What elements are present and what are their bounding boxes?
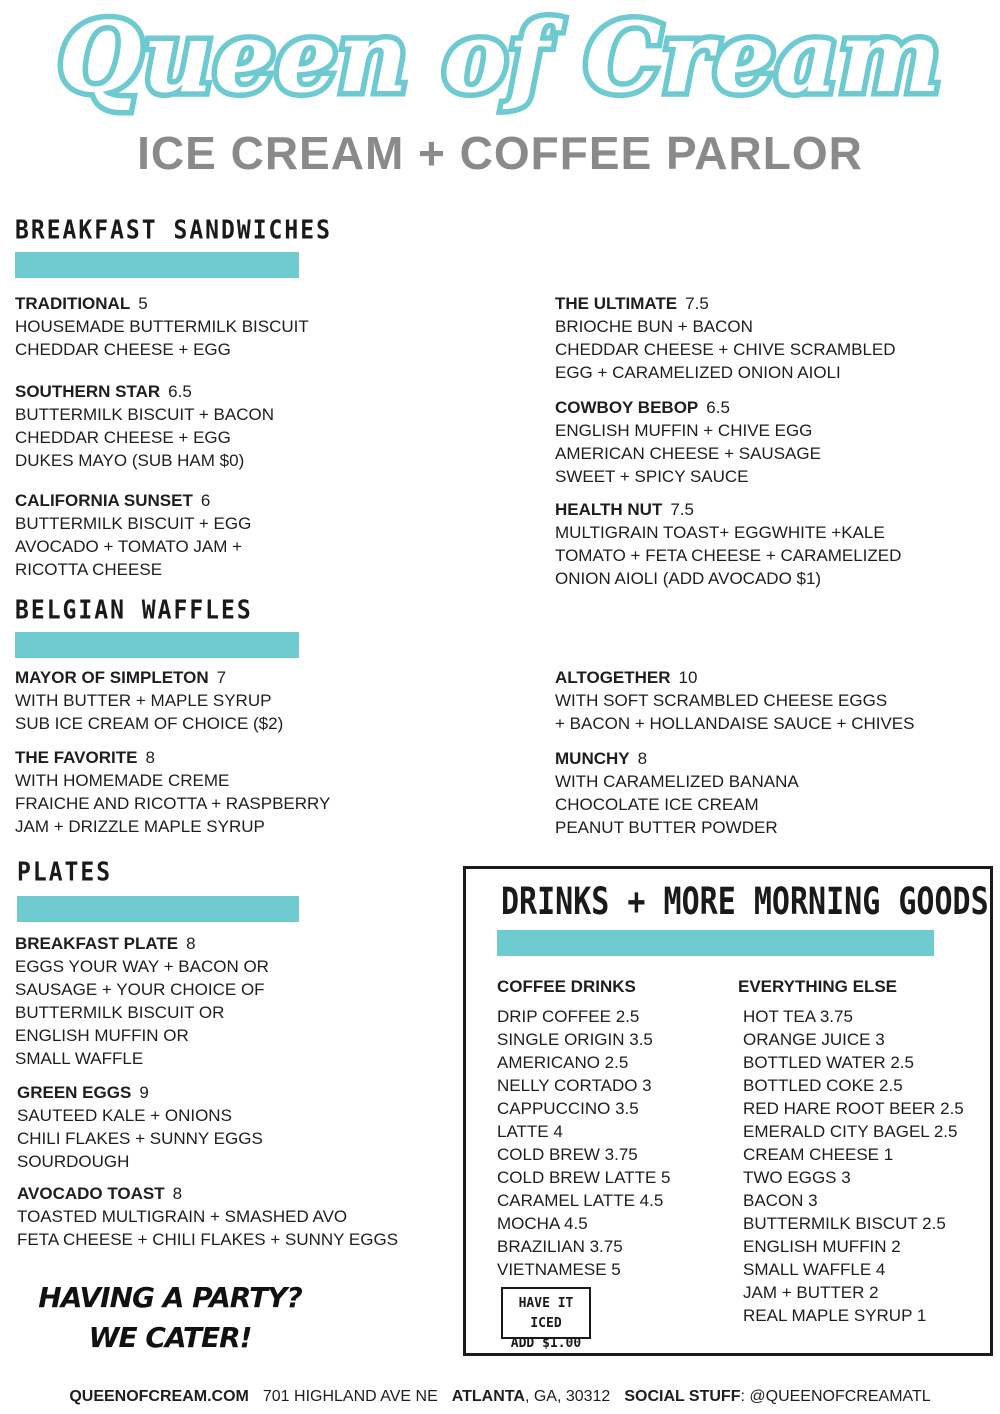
item-desc: CHEDDAR CHEESE + CHIVE SCRAMBLED xyxy=(555,340,896,359)
list-item: TWO EGGS 3 xyxy=(743,1168,851,1187)
catering-line: HAVING A PARTY? xyxy=(38,1281,302,1314)
item-desc: ONION AIOLI (ADD AVOCADO $1) xyxy=(555,569,822,588)
item-name: GREEN EGGS xyxy=(17,1083,132,1102)
menu-item xyxy=(555,396,821,488)
everything-else-heading: EVERYTHING ELSE xyxy=(738,977,898,996)
item-price: 10 xyxy=(678,668,698,687)
list-item: SINGLE ORIGIN 3.5 xyxy=(497,1030,653,1049)
list-item: DRIP COFFEE 2.5 xyxy=(497,1007,640,1026)
item-desc: WITH SOFT SCRAMBLED CHEESE EGGS xyxy=(555,691,888,710)
menu-item xyxy=(555,292,896,384)
everything-else-list xyxy=(743,1005,964,1327)
item-desc: EGG + CARAMELIZED ONION AIOLI xyxy=(555,363,841,382)
section-bar xyxy=(15,252,299,278)
list-item: VIETNAMESE 5 xyxy=(497,1260,621,1279)
item-name: SOUTHERN STAR xyxy=(15,382,161,401)
item-name: AVOCADO TOAST xyxy=(17,1184,165,1203)
item-price: 8 xyxy=(186,934,196,953)
item-price: 6 xyxy=(200,491,211,510)
item-desc: CHEDDAR CHEESE + EGG xyxy=(15,340,231,359)
footer-state-zip: , GA, 30312 xyxy=(524,1388,611,1405)
item-price: 7.5 xyxy=(685,294,709,313)
item-desc: PEANUT BUTTER POWDER xyxy=(555,818,778,837)
footer-social-handle[interactable]: : @QUEENOFCREAMATL xyxy=(740,1388,931,1405)
item-price: 8 xyxy=(145,748,155,767)
page-subtitle: ICE CREAM + COFFEE PARLOR xyxy=(137,127,863,179)
list-item: CREAM CHEESE 1 xyxy=(743,1145,894,1164)
item-desc: WITH CARAMELIZED BANANA xyxy=(555,772,799,791)
iced-line: ADD $1.00 xyxy=(510,1336,582,1351)
item-desc: BUTTERMILK BISCUIT OR xyxy=(15,1003,225,1022)
menu-item xyxy=(15,489,251,581)
item-desc: HOUSEMADE BUTTERMILK BISCUIT xyxy=(15,317,309,336)
item-desc: CHEDDAR CHEESE + EGG xyxy=(15,428,231,447)
item-price: 8 xyxy=(172,1184,183,1203)
section-title-breakfast-sandwiches: BREAKFAST SANDWICHES xyxy=(15,216,332,246)
list-item: LATTE 4 xyxy=(497,1122,563,1141)
item-name: CALIFORNIA SUNSET xyxy=(15,491,193,510)
catering-line: WE CATER! xyxy=(88,1321,252,1354)
item-price: 6.5 xyxy=(706,398,730,417)
item-desc: FRAICHE AND RICOTTA + RASPBERRY xyxy=(15,794,331,813)
list-item: COLD BREW LATTE 5 xyxy=(497,1168,671,1187)
item-desc: SMALL WAFFLE xyxy=(15,1049,144,1068)
menu-item xyxy=(17,1081,263,1173)
menu-item xyxy=(17,1182,398,1251)
item-desc: RICOTTA CHEESE xyxy=(15,560,163,579)
list-item: AMERICANO 2.5 xyxy=(497,1053,629,1072)
section-bar xyxy=(15,632,299,658)
item-desc: JAM + DRIZZLE MAPLE SYRUP xyxy=(15,817,265,836)
list-item: ENGLISH MUFFIN 2 xyxy=(743,1237,901,1256)
list-item: BACON 3 xyxy=(743,1191,818,1210)
item-name: HEALTH NUT xyxy=(555,500,663,519)
item-desc: CHILI FLAKES + SUNNY EGGS xyxy=(17,1129,263,1148)
footer xyxy=(0,1388,1000,1406)
item-desc: DUKES MAYO (SUB HAM $0) xyxy=(15,451,245,470)
item-desc: BUTTERMILK BISCUIT + EGG xyxy=(15,514,252,533)
item-desc: WITH HOMEMADE CREME xyxy=(15,771,230,790)
list-item: REAL MAPLE SYRUP 1 xyxy=(743,1306,927,1325)
list-item: EMERALD CITY BAGEL 2.5 xyxy=(743,1122,958,1141)
item-desc: SAUTEED KALE + ONIONS xyxy=(17,1106,232,1125)
item-price: 7 xyxy=(216,668,227,687)
list-item: RED HARE ROOT BEER 2.5 xyxy=(743,1099,964,1118)
item-price: 8 xyxy=(637,749,648,768)
menu-item xyxy=(555,747,799,839)
item-price: 6.5 xyxy=(168,382,192,401)
item-desc: ENGLISH MUFFIN + CHIVE EGG xyxy=(555,421,813,440)
iced-addon-badge xyxy=(501,1287,591,1351)
item-name: THE ULTIMATE xyxy=(555,294,678,313)
list-item: CARAMEL LATTE 4.5 xyxy=(497,1191,664,1210)
item-name: ALTOGETHER xyxy=(555,668,671,687)
item-desc: SWEET + SPICY SAUCE xyxy=(555,467,749,486)
list-item: COLD BREW 3.75 xyxy=(497,1145,638,1164)
section-bar xyxy=(17,896,299,922)
item-desc: WITH BUTTER + MAPLE SYRUP xyxy=(15,691,272,710)
menu-item xyxy=(15,380,274,472)
list-item: BRAZILIAN 3.75 xyxy=(497,1237,623,1256)
item-price: 7.5 xyxy=(670,500,694,519)
coffee-drinks-list xyxy=(497,1005,671,1281)
section-title-plates: PLATES xyxy=(17,858,113,888)
item-desc: AVOCADO + TOMATO JAM + xyxy=(15,537,243,556)
item-desc: EGGS YOUR WAY + BACON OR xyxy=(15,957,269,976)
item-name: MAYOR OF SIMPLETON xyxy=(15,668,209,687)
item-desc: SOURDOUGH xyxy=(17,1152,130,1171)
logo: Queen of Cream xyxy=(58,1,942,114)
item-name: MUNCHY xyxy=(555,749,630,768)
list-item: MOCHA 4.5 xyxy=(497,1214,588,1233)
iced-line: HAVE IT ICED xyxy=(518,1296,574,1331)
list-item: NELLY CORTADO 3 xyxy=(497,1076,652,1095)
footer-website[interactable]: QUEENOFCREAM.COM xyxy=(69,1388,249,1405)
item-price: 9 xyxy=(139,1083,149,1102)
list-item: BOTTLED COKE 2.5 xyxy=(743,1076,903,1095)
coffee-drinks-heading: COFFEE DRINKS xyxy=(497,977,636,996)
menu-item xyxy=(15,932,269,1070)
list-item: SMALL WAFFLE 4 xyxy=(743,1260,886,1279)
item-desc: BUTTERMILK BISCUIT + BACON xyxy=(15,405,274,424)
menu-item xyxy=(15,666,283,735)
item-name: THE FAVORITE xyxy=(15,748,138,767)
footer-city: ATLANTA xyxy=(451,1388,525,1405)
item-desc: TOASTED MULTIGRAIN + SMASHED AVO xyxy=(17,1207,348,1226)
list-item: ORANGE JUICE 3 xyxy=(743,1030,885,1049)
list-item: HOT TEA 3.75 xyxy=(743,1007,853,1026)
menu-item xyxy=(15,292,309,361)
item-desc: BRIOCHE BUN + BACON xyxy=(555,317,753,336)
menu-item xyxy=(15,746,330,838)
footer-address: 701 HIGHLAND AVE NE xyxy=(262,1388,438,1405)
item-name: TRADITIONAL xyxy=(15,294,131,313)
menu-item xyxy=(555,666,914,735)
item-desc: MULTIGRAIN TOAST+ EGGWHITE +KALE xyxy=(555,523,885,542)
item-desc: + BACON + HOLLANDAISE SAUCE + CHIVES xyxy=(555,714,915,733)
item-desc: CHOCOLATE ICE CREAM xyxy=(555,795,759,814)
menu-item xyxy=(555,498,901,590)
list-item: JAM + BUTTER 2 xyxy=(743,1283,879,1302)
item-desc: SAUSAGE + YOUR CHOICE OF xyxy=(15,980,265,999)
item-name: BREAKFAST PLATE xyxy=(15,934,179,953)
section-title-drinks: DRINKS + MORE MORNING GOODS xyxy=(501,880,989,924)
section-title-belgian-waffles: BELGIAN WAFFLES xyxy=(15,596,253,626)
item-price: 5 xyxy=(138,294,148,313)
catering-callout xyxy=(30,1278,310,1358)
list-item: BUTTERMILK BISCUT 2.5 xyxy=(743,1214,946,1233)
list-item: CAPPUCCINO 3.5 xyxy=(497,1099,639,1118)
list-item: BOTTLED WATER 2.5 xyxy=(743,1053,914,1072)
item-desc: SUB ICE CREAM OF CHOICE ($2) xyxy=(15,714,284,733)
item-desc: TOMATO + FETA CHEESE + CARAMELIZED xyxy=(555,546,902,565)
item-desc: ENGLISH MUFFIN OR xyxy=(15,1026,189,1045)
section-bar xyxy=(497,930,934,956)
item-desc: AMERICAN CHEESE + SAUSAGE xyxy=(555,444,821,463)
item-name: COWBOY BEBOP xyxy=(555,398,699,417)
footer-social-label: SOCIAL STUFF xyxy=(624,1388,741,1405)
item-desc: FETA CHEESE + CHILI FLAKES + SUNNY EGGS xyxy=(17,1230,399,1249)
